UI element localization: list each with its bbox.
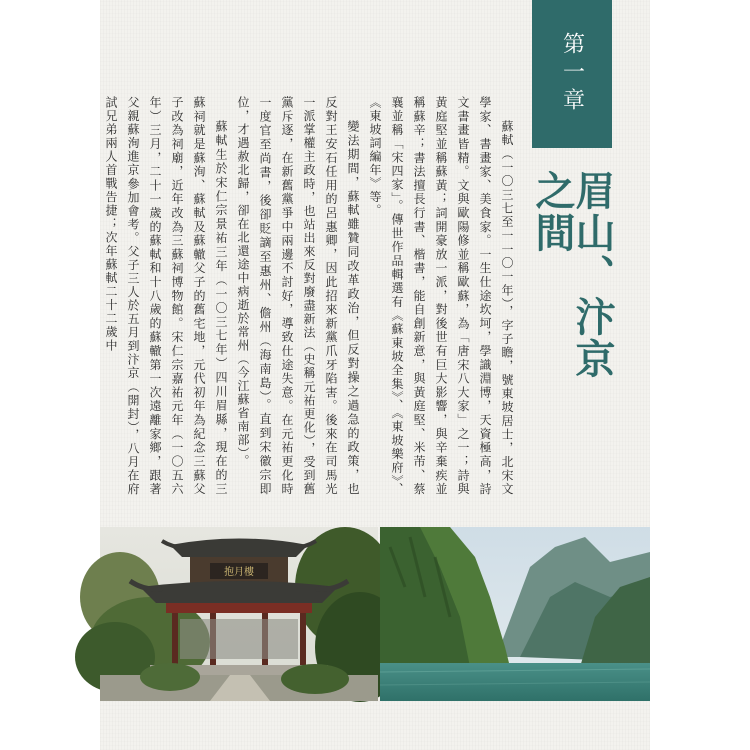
river-gorge-illustration bbox=[380, 527, 650, 701]
paragraph-2: 變法期間，蘇軾雖贊同改革政治，但反對操之過急的政策，也反對王安石任用的呂惠卿，因此招來新黨爪牙陷害。後來在司馬光一派掌權主政時，也站出來反對廢盡新法（史稱元祐更化），受到舊黨斥逐，在新舊黨爭中兩邊不討好，導致仕途失意。在元祐更化時一度官至尚書，後卻貶謫至惠州、儋州（海南島）。直到宋徽宗即位，才遇赦北歸，卻在北還途中病逝於常州（今江蘇省南部）。 bbox=[236, 96, 360, 496]
chapter-title: 眉山、汴京之間 bbox=[529, 170, 616, 380]
book-page bbox=[100, 0, 650, 750]
pavilion-sign: 抱月樓 bbox=[224, 567, 254, 578]
paragraph-1: 蘇軾（一〇三七至一一〇一年），字子瞻，號東坡居士，北宋文學家、書畫家、美食家。一生仕途坎坷，學識淵博，天資極高，詩文書畫皆精。文與歐陽修並稱歐蘇，為「唐宋八大家」之一；詩與黃庭堅並稱蘇黃；詞開豪放一派，對後世有巨大影響，與辛棄疾並稱蘇辛；書法擅長行書、楷書，能自創新意，與黃庭堅、米芾、蔡襄並稱「宋四家」。傳世作品輯選有《蘇東坡全集》、《東坡樂府》、《東坡詞編年》等。 bbox=[368, 96, 514, 496]
pavilion-photo bbox=[100, 527, 378, 701]
body-text bbox=[104, 96, 518, 496]
river-gorge-photo bbox=[380, 527, 650, 701]
chapter-tab bbox=[532, 0, 612, 148]
chapter-title-block bbox=[529, 170, 616, 420]
paragraph-3: 蘇軾生於宋仁宗景祐三年（一〇三七年）四川眉縣，現在的三蘇祠就是蘇洵、蘇軾及蘇轍父子的舊宅地，元代初年為紀念三蘇父子改為祠廟，近年改為三蘇祠博物館。宋仁宗嘉祐元年（一〇五六年）三月，二十一歲的蘇軾和十八歲的蘇轍第一次遠離家鄉，跟著父親蘇洵進京參加會考。父子三人於五月到汴京（開封），八月在府試兄弟兩人首戰告捷；次年蘇軾二十二歲中 bbox=[104, 96, 228, 496]
pavilion-illustration bbox=[100, 527, 378, 701]
chapter-label: 第一章 bbox=[559, 32, 585, 116]
